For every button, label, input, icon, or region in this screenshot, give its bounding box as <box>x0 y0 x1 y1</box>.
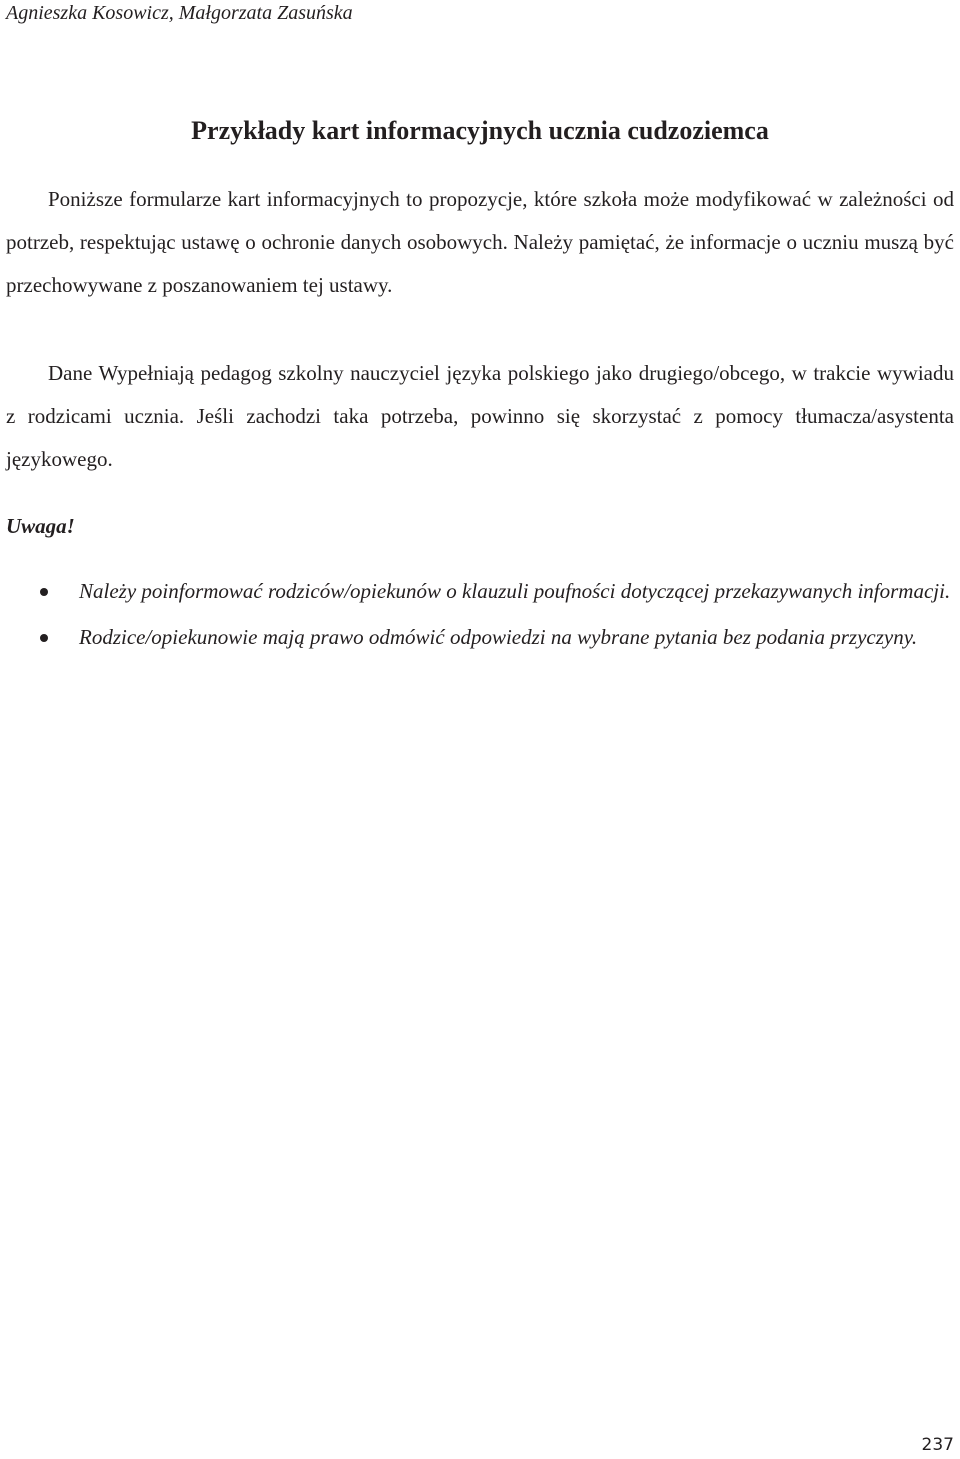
note-item-confidentiality <box>0 570 960 613</box>
running-header-authors: Agnieszka Kosowicz, Małgorzata Zasuńska <box>6 2 353 24</box>
page-title: Przykłady kart informacyjnych ucznia cudzoziemca <box>191 116 769 145</box>
page-number: 237 <box>921 1435 954 1455</box>
bullet-icon <box>40 634 48 642</box>
note-item-text: Należy poinformować rodziców/opiekunów o klauzuli poufności dotyczącej przekazywanych informacji. <box>79 579 951 603</box>
note-item-right-to-refuse <box>0 616 960 659</box>
note-item-text: Rodzice/opiekunowie mają prawo odmówić odpowiedzi na wybrane pytania bez podania przyczyny. <box>79 625 918 649</box>
intro-paragraph: Poniższe formularze kart informacyjnych to propozycje, które szkoła może modyfikować w zależności od potrzeb, respektując ustawę o ochronie danych osobowych. Należy pamiętać, że informacje o uczniu muszą być przechowywane z poszanowaniem tej ustawy. <box>6 187 954 297</box>
note-list <box>0 570 960 662</box>
note-heading: Uwaga! <box>6 514 75 538</box>
data-fill-paragraph: Dane Wypełniają pedagog szkolny nauczyciel języka polskiego jako drugiego/obcego, w trakcie wywiadu z rodzicami ucznia. Jeśli zachodzi taka potrzeba, powinno się skorzystać z pomocy tłumacza/asystenta językowego. <box>6 361 954 471</box>
bullet-icon <box>40 588 48 596</box>
